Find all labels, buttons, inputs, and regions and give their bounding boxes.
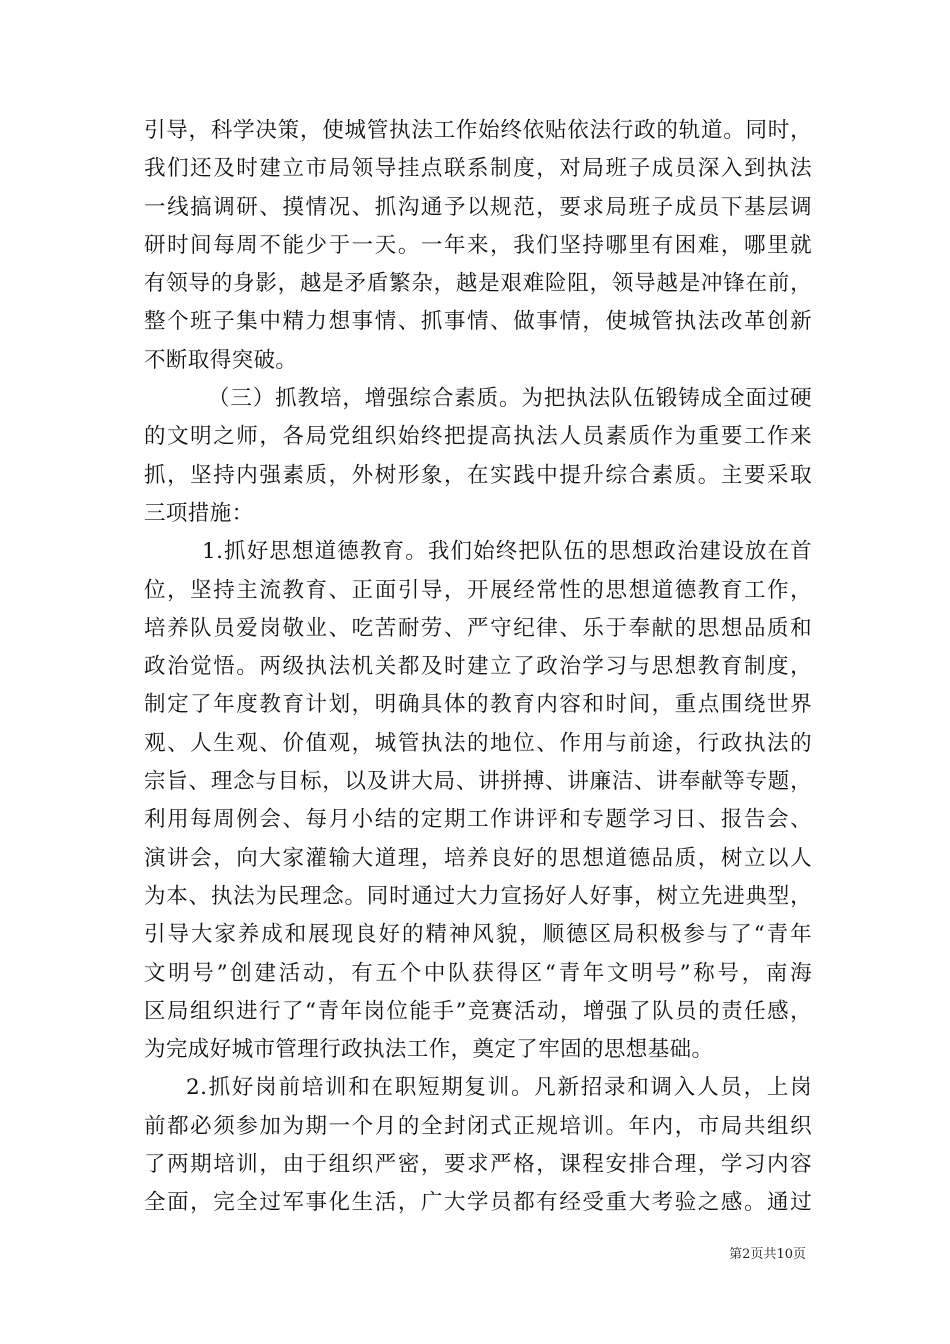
paragraph <box>144 112 812 380</box>
paragraph <box>144 1069 812 1222</box>
text-line: 抓，坚持内强素质，外树形象，在实践中提升综合素质。主要采取 <box>144 462 812 488</box>
text-line: 政治觉悟。两级执法机关都及时建立了政治学习与思想教育制度， <box>144 654 812 680</box>
text-line: 全面，完全过军事化生活，广大学员都有经受重大考验之感。通过 <box>144 1190 812 1216</box>
text-line: 引导大家养成和展现良好的精神风貌，顺德区局积极参与了“青年 <box>144 922 812 948</box>
text-line: 不断取得突破。 <box>144 347 298 373</box>
text-line: 制定了年度教育计划，明确具体的教育内容和时间，重点围绕世界 <box>144 692 812 718</box>
item-heading-line: 2.抓好岗前培训和在职短期复训。凡新招录和调入人员，上岗 <box>186 1075 812 1101</box>
text-line: 培养队员爱岗敬业、吃苦耐劳、严守纪律、乐于奉献的思想品质和 <box>144 615 812 641</box>
text-line: 位，坚持主流教育、正面引导，开展经常性的思想道德教育工作， <box>144 577 812 603</box>
text-line: 的文明之师，各局党组织始终把提高执法人员素质作为重要工作来 <box>144 424 812 450</box>
text-line: 我们还及时建立市局领导挂点联系制度，对局班子成员深入到执法 <box>144 156 812 182</box>
text-line: 一线搞调研、摸情况、抓沟通予以规范，要求局班子成员下基层调 <box>144 194 812 220</box>
text-line: 整个班子集中精力想事情、抓事情、做事情，使城管执法改革创新 <box>144 309 812 335</box>
section-heading-line: （三）抓教培，增强综合素质。为把执法队伍锻铸成全面过硬 <box>208 386 812 412</box>
text-line: 观、人生观、价值观，城管执法的地位、作用与前途，行政执法的 <box>144 730 812 756</box>
text-line: 前都必须参加为期一个月的全封闭式正规培训。年内，市局共组织 <box>144 1113 812 1139</box>
paragraph <box>144 380 812 533</box>
text-line: 有领导的身影，越是矛盾繁杂，越是艰难险阻，领导越是冲锋在前， <box>144 271 812 297</box>
paragraph <box>144 533 812 1069</box>
text-line: 了两期培训，由于组织严密，要求严格，课程安排合理，学习内容 <box>144 1152 812 1178</box>
text-line: 文明号”创建活动，有五个中队获得区“青年文明号”称号，南海 <box>144 960 812 986</box>
page-number: 第2页共10页 <box>729 1247 806 1262</box>
document-body <box>144 112 812 1223</box>
text-line: 为本、执法为民理念。同时通过大力宣扬好人好事，树立先进典型， <box>144 883 812 909</box>
text-line: 引导，科学决策，使城管执法工作始终依贴依法行政的轨道。同时， <box>144 118 812 143</box>
text-line: 研时间每周不能少于一天。一年来，我们坚持哪里有困难，哪里就 <box>144 232 812 258</box>
text-line: 三项措施： <box>144 500 254 526</box>
text-line: 演讲会，向大家灌输大道理，培养良好的思想道德品质，树立以人 <box>144 845 812 871</box>
text-line: 利用每周例会、每月小结的定期工作讲评和专题学习日、报告会、 <box>144 807 812 833</box>
text-line: 为完成好城市管理行政执法工作，奠定了牢固的思想基础。 <box>144 1037 714 1063</box>
text-line: 宗旨、理念与目标，以及讲大局、讲拼搏、讲廉洁、讲奉献等专题， <box>144 769 812 795</box>
text-line: 区局组织进行了“青年岗位能手”竞赛活动，增强了队员的责任感， <box>144 998 812 1024</box>
item-heading-line: 1.抓好思想道德教育。我们始终把队伍的思想政治建设放在首 <box>202 539 812 565</box>
